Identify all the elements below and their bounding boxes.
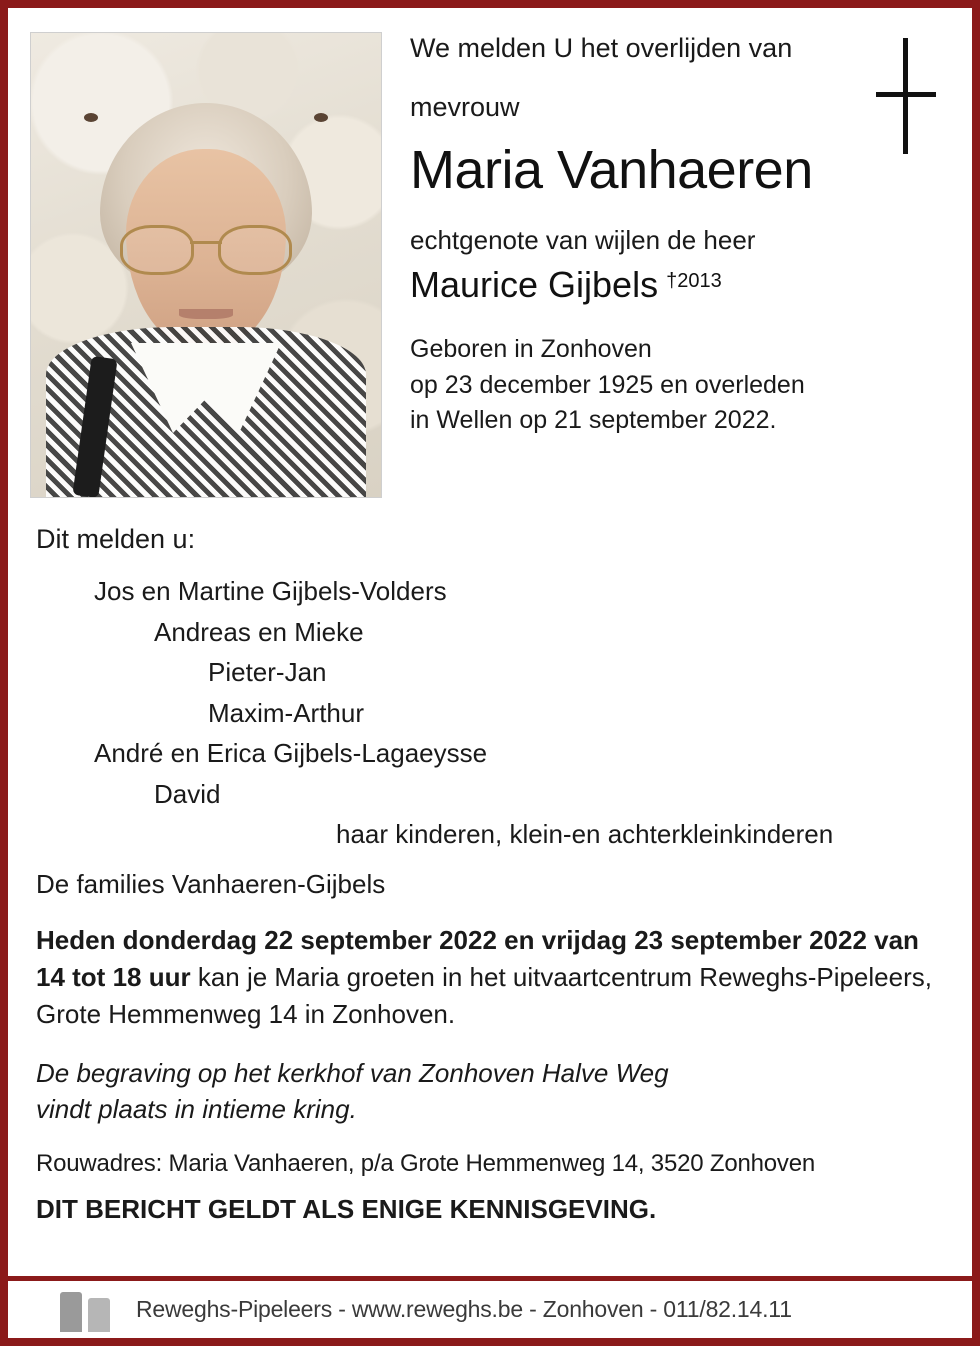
list-item: Pieter-Jan: [208, 657, 327, 688]
spouse-death-year: 2013: [677, 270, 722, 293]
spouse-name-row: [410, 264, 940, 306]
funeral-home-logo-icon: [58, 1288, 118, 1332]
birth-death-block: [410, 332, 940, 439]
wake-bold: Heden donderdag 22 september 2022 en vrijdag 23 september 2022 van 14 tot 18 uur: [36, 924, 919, 992]
lens-left: [120, 225, 194, 275]
burial-line-1: De begraving op het kerkhof van Zonhoven Halve Weg: [36, 1057, 669, 1088]
header-section: [8, 8, 972, 498]
glasses-bridge: [190, 241, 222, 244]
footer-text: Reweghs-Pipeleers - www.reweghs.be - Zonhoven - 011/82.14.11: [136, 1296, 792, 1322]
photo-subject: [56, 97, 356, 497]
eye-left: [84, 113, 98, 122]
glasses-icon: [118, 225, 294, 271]
spouse-name: Maurice Gijbels: [410, 264, 659, 306]
mourning-address: Rouwadres: Maria Vanhaeren, p/a Grote Hemmenweg 14, 3520 Zonhoven: [36, 1150, 816, 1178]
burial-line-2: vindt plaats in intieme kring.: [36, 1094, 357, 1125]
list-item: David: [154, 778, 221, 809]
list-item: Andreas en Mieke: [154, 616, 364, 647]
cross-icon: [876, 38, 936, 154]
list-item: haar kinderen, klein-en achterkleinkinderen: [336, 819, 834, 850]
logo-bar-1: [60, 1292, 82, 1332]
mouth-shape: [179, 309, 233, 319]
sole-notice: DIT BERICHT GELDT ALS ENIGE KENNISGEVING.: [36, 1194, 657, 1225]
deceased-name: Maria Vanhaeren: [410, 140, 813, 201]
portrait-photo: [30, 32, 382, 498]
birth-line-1: Geboren in Zonhoven: [410, 335, 652, 364]
announcement-intro: We melden U het overlijden van: [410, 33, 793, 63]
birth-line-2: op 23 december 1925 en overleden: [410, 370, 805, 399]
wake-info: [36, 922, 944, 1033]
dagger-icon: †: [666, 270, 678, 293]
headline-column: [382, 32, 950, 498]
logo-bar-2: [88, 1298, 110, 1332]
memorial-card: [8, 8, 972, 1338]
families-line: De families Vanhaeren-Gijbels: [36, 868, 386, 899]
birth-line-3: in Wellen op 21 september 2022.: [410, 406, 777, 435]
list-item: Jos en Martine Gijbels-Volders: [94, 576, 447, 606]
cross-horizontal: [876, 92, 936, 97]
spouse-intro: echtgenote van wijlen de heer: [410, 225, 756, 256]
salutation: mevrouw: [410, 92, 520, 123]
family-heading: Dit melden u:: [36, 524, 196, 554]
lens-right: [218, 225, 292, 275]
burial-info: [36, 1055, 944, 1129]
list-item: Maxim-Arthur: [208, 697, 365, 728]
wake-rest: kan je Maria groeten in het uitvaartcentrum Reweghs-Pipeleers, Grote Hemmenweg 14 in Zonhoven.: [36, 961, 932, 1029]
family-list: [36, 571, 944, 855]
eye-right: [314, 113, 328, 122]
list-item: André en Erica Gijbels-Lagaeysse: [94, 738, 488, 769]
footer-bar: [8, 1276, 972, 1338]
body-section: [8, 498, 972, 1225]
